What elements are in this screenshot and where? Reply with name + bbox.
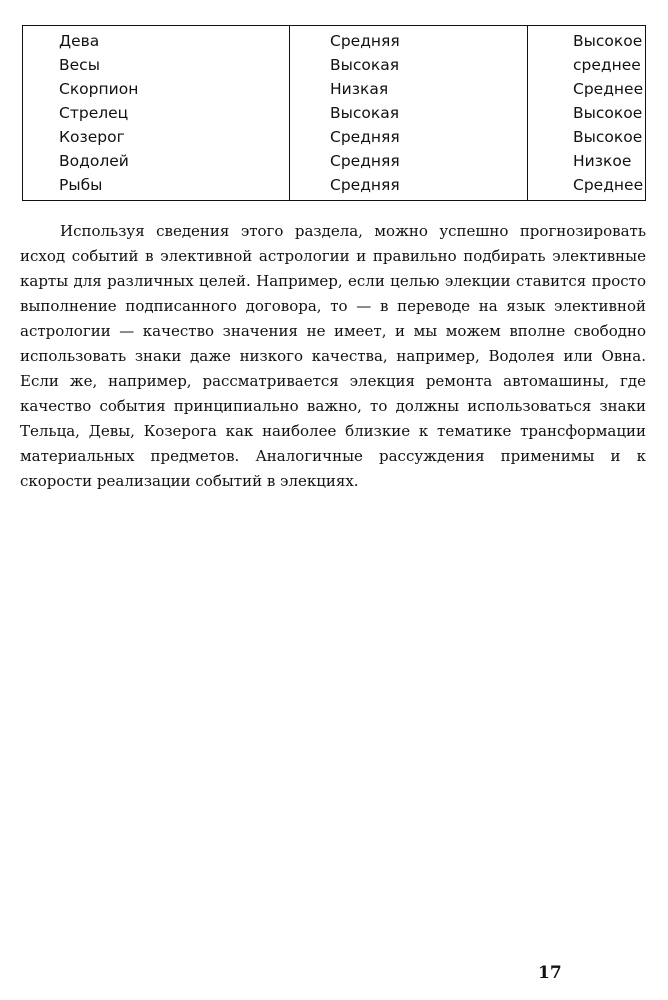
value-cell: Высокое xyxy=(528,125,646,149)
table-row xyxy=(23,173,646,201)
quality-cell: Низкая xyxy=(290,77,528,101)
value-cell: Высокое xyxy=(528,26,646,54)
value-cell: среднее xyxy=(528,53,646,77)
sign-cell: Водолей xyxy=(23,149,290,173)
sign-cell: Дева xyxy=(23,26,290,54)
quality-cell: Средняя xyxy=(290,26,528,54)
quality-cell: Средняя xyxy=(290,173,528,201)
table-row xyxy=(23,53,646,77)
quality-cell: Высокая xyxy=(290,101,528,125)
quality-cell: Средняя xyxy=(290,125,528,149)
table-row xyxy=(23,101,646,125)
quality-cell: Высокая xyxy=(290,53,528,77)
sign-cell: Козерог xyxy=(23,125,290,149)
value-cell: Среднее xyxy=(528,77,646,101)
sign-cell: Скорпион xyxy=(23,77,290,101)
sign-cell: Весы xyxy=(23,53,290,77)
quality-cell: Средняя xyxy=(290,149,528,173)
table-row xyxy=(23,77,646,101)
sign-cell: Рыбы xyxy=(23,173,290,201)
table-row xyxy=(23,26,646,54)
zodiac-quality-table xyxy=(22,25,646,201)
value-cell: Низкое xyxy=(528,149,646,173)
table-row xyxy=(23,149,646,173)
table-row xyxy=(23,125,646,149)
body-paragraph: Используя сведения этого раздела, можно успешно прогнозировать исход событий в элективной астрологии и правильно подбирать элективные карты для различных целей. Например, если целью элекции ставится просто выполнение подписанного договора, то — в переводе на язык элективной астрологии — качество значения не имеет, и мы можем вполне свободно использовать знаки даже низкого качества, например, Водолея или Овна. Если же, например, рассматривается элекция ремонта автомашины, где качество события принципиально важно, то должны использоваться знаки Тельца, Девы, Козерога как наиболее близкие к тематике трансформации материальных предметов. Аналогичные рассуждения применимы и к скорости реализации событий в элекциях. xyxy=(20,222,646,490)
sign-cell: Стрелец xyxy=(23,101,290,125)
value-cell: Высокое xyxy=(528,101,646,125)
page-number: 17 xyxy=(538,963,562,983)
value-cell: Среднее xyxy=(528,173,646,201)
